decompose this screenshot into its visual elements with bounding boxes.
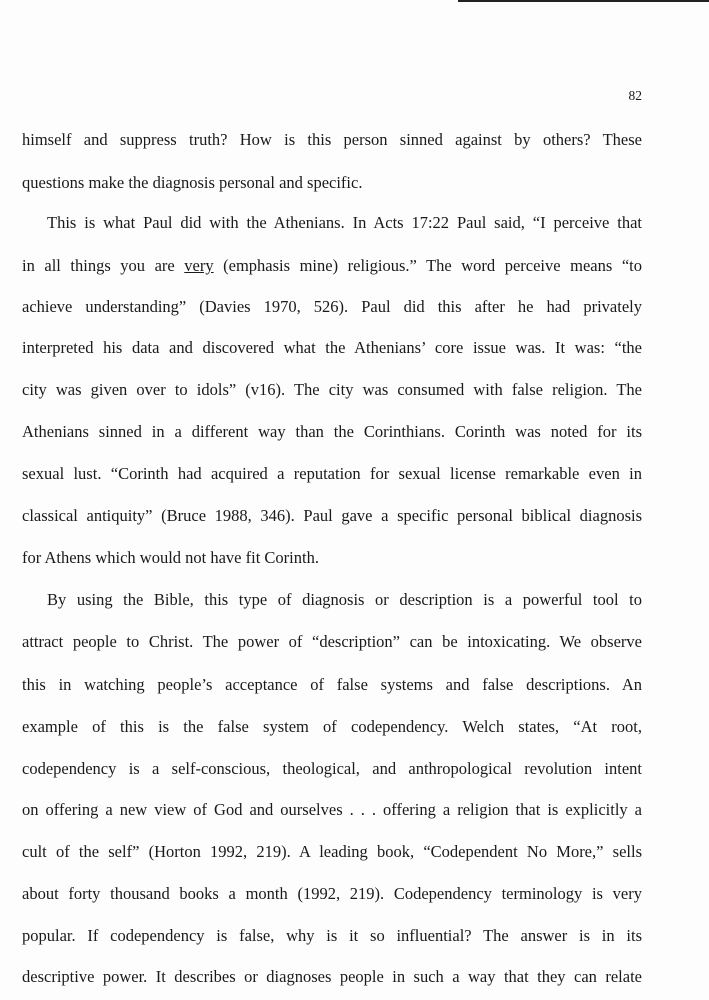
text-line: popular. If codependency is false, why is it so influential? The answer is in its	[22, 926, 642, 945]
text-line	[22, 256, 642, 276]
emphasized-word: very	[184, 256, 214, 275]
text-line: Athenians sinned in a different way than the Corinthians. Corinth was noted for its	[22, 422, 642, 441]
text-line: descriptive power. It describes or diagnoses people in such a way that they can relate	[22, 967, 642, 986]
text-line: interpreted his data and discovered what the Athenians’ core issue was. It was: “the	[22, 338, 642, 357]
page-top-edge	[458, 0, 709, 2]
text-segment: (emphasis mine) religious.” The word perceive means “to	[213, 256, 642, 275]
text-line: achieve understanding” (Davies 1970, 526). Paul did this after he had privately	[22, 297, 642, 316]
text-line: sexual lust. “Corinth had acquired a reputation for sexual license remarkable even in	[22, 464, 642, 483]
text-line: classical antiquity” (Bruce 1988, 346). Paul gave a specific personal biblical diagnosis	[22, 506, 642, 525]
text-segment: in all things you are	[22, 256, 185, 275]
text-line: By using the Bible, this type of diagnosis or description is a powerful tool to	[47, 590, 642, 609]
text-line: about forty thousand books a month (1992, 219). Codependency terminology is very	[22, 884, 642, 903]
text-line: himself and suppress truth? How is this person sinned against by others? These	[22, 130, 642, 149]
text-line: for Athens which would not have fit Corinth.	[22, 548, 319, 567]
text-line: on offering a new view of God and ourselves . . . offering a religion that is explicitly a	[22, 800, 642, 819]
page-number: 82	[628, 88, 642, 103]
text-line: codependency is a self-conscious, theological, and anthropological revolution intent	[22, 759, 642, 778]
text-line: This is what Paul did with the Athenians. In Acts 17:22 Paul said, “I perceive that	[47, 213, 642, 232]
text-line: this in watching people’s acceptance of false systems and false descriptions. An	[22, 675, 642, 694]
text-line: city was given over to idols” (v16). The city was consumed with false religion. The	[22, 380, 642, 399]
text-line: attract people to Christ. The power of “description” can be intoxicating. We observe	[22, 632, 642, 651]
text-line: questions make the diagnosis personal and specific.	[22, 173, 363, 192]
text-line: cult of the self” (Horton 1992, 219). A leading book, “Codependent No More,” sells	[22, 842, 642, 861]
text-line: example of this is the false system of codependency. Welch states, “At root,	[22, 717, 642, 736]
